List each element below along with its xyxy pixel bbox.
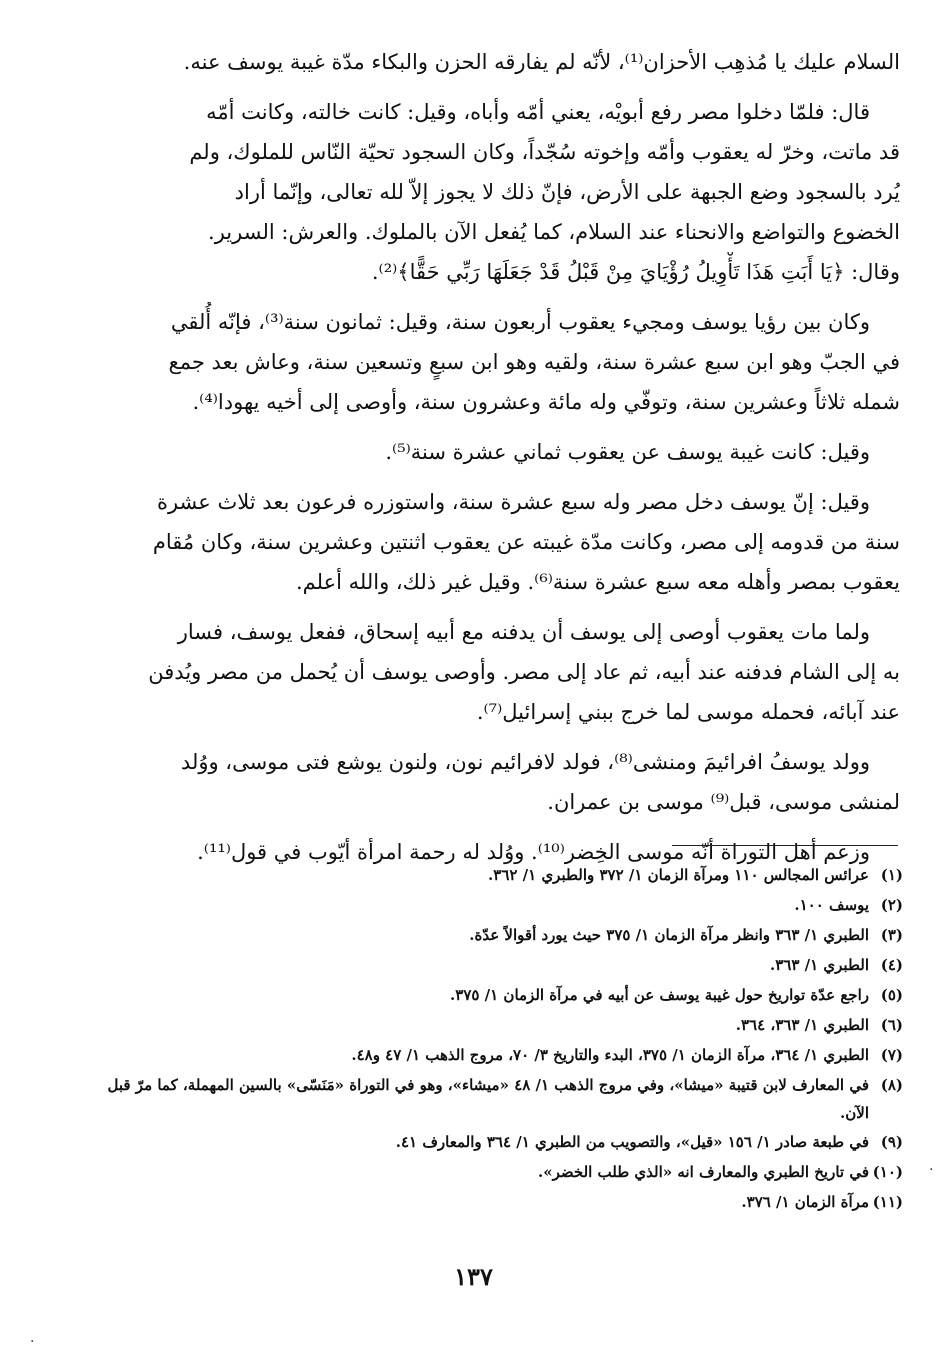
text-line: وكان بين رؤيا يوسف ومجيء يعقوب أربعون سنة، وقيل: ثمانون سنة⁽³⁾، فإنّه أُلقي [170, 310, 870, 334]
paragraph-gap [95, 472, 900, 482]
text-line: قال: فلمّا دخلوا مصر رفع أبويْه، يعني أمّه وأباه، وقيل: كانت خالته، وكانت أمّه [206, 100, 870, 124]
footnote-text: في المعارف لابن قتيبة «ميشا»، وفي مروج الذهب ١/ ٤٨ «ميشاء»، وهو في التوراة «مَنَسّى» بالسين المهملة، كما مرّ قبل الآن. [107, 1076, 869, 1122]
text-line: ولما مات يعقوب أوصى إلى يوسف أن يدفنه مع أبيه إسحاق، ففعل يوسف، فسار [177, 620, 870, 644]
footnote-number: (٧) [880, 1046, 903, 1064]
paragraph-gap [95, 292, 900, 302]
text-line: في الجبّ وهو ابن سبع عشرة سنة، ولقيه وهو ابن سبعٍ وتسعين سنة، وعاش بعد جمع [168, 350, 900, 374]
footnote [95, 890, 903, 920]
text-line: السلام عليك يا مُذهِب الأحزان⁽¹⁾، لأنّه لم يفارقه الحزن والبكاء مدّة غيبة يوسف عنه. [183, 50, 900, 74]
footnote-text: في طبعة صادر ١/ ١٥٦ «قيل»، والتصويب من الطبري ١/ ٣٦٤ والمعارف ٤١. [395, 1133, 869, 1151]
footnote [95, 1040, 903, 1070]
footnote-number: (٨) [880, 1076, 903, 1094]
footnote-number: (٢) [880, 896, 903, 914]
footnote-number: (١) [880, 866, 903, 884]
footnote-text: يوسف ١٠٠. [794, 896, 869, 914]
footnote-text: عرائس المجالس ١١٠ ومرآة الزمان ١/ ٣٧٢ والطبري ١/ ٣٦٢. [488, 866, 869, 884]
footnote-number: (١١) [872, 1193, 903, 1211]
main-text [95, 42, 900, 872]
paragraph-gap [95, 822, 900, 832]
footnote-text: في تاريخ الطبري والمعارف انه «الذي طلب الخضر». [538, 1163, 869, 1181]
footnote-number: (١٠) [872, 1163, 903, 1181]
text-line: لمنشى موسى، قبل⁽⁹⁾ موسى بن عمران. [547, 790, 900, 814]
paragraph-gap [95, 732, 900, 742]
text-line: وقال: ﴿يَا أَبَتِ هَذَا تَأْوِيلُ رُؤْيَايَ مِنْ قَبْلُ قَدْ جَعَلَهَا رَبِّي حَقًّا﴾⁽²⁾. [371, 260, 900, 284]
footnote-text: مرآة الزمان ١/ ٣٧٦. [741, 1193, 869, 1211]
text-line: يعقوب بمصر وأهله معه سبع عشرة سنة⁽⁶⁾. وقيل غير ذلك، والله أعلم. [295, 570, 900, 594]
footnote-text: الطبري ١/ ٣٦٣ وانظر مرآة الزمان ١/ ٣٧٥ حيث يورد أقوالاً عدّة. [469, 926, 869, 944]
page-number: ١٣٧ [454, 1262, 493, 1291]
footnote-text: الطبري ١/ ٣٦٣. [770, 956, 869, 974]
footnote [95, 1187, 903, 1217]
footnote [95, 860, 903, 890]
footnote-text: الطبري ١/ ٣٦٣، ٣٦٤. [735, 1016, 869, 1034]
text-line: عند آبائه، فحمله موسى لما خرج ببني إسرائيل⁽⁷⁾. [476, 700, 900, 724]
footnote-number: (٦) [880, 1016, 903, 1034]
footnote-text: راجع عدّة تواريخ حول غيبة يوسف عن أبيه في مرآة الزمان ١/ ٣٧٥. [450, 986, 869, 1004]
footnote [95, 1127, 903, 1157]
footnote [95, 1157, 903, 1187]
footnotes [95, 860, 903, 1217]
footnote-number: (٥) [880, 986, 903, 1004]
footnote [95, 980, 903, 1010]
text-line: شمله ثلاثاً وعشرين سنة، وتوفّي وله مائة وعشرون سنة، وأوصى إلى أخيه يهودا⁽⁴⁾. [192, 390, 900, 414]
footnote-number: (٣) [880, 926, 903, 944]
footnote [95, 1070, 903, 1127]
footnote-separator [672, 845, 898, 846]
margin-dot: . [929, 1158, 934, 1174]
paragraph-gap [95, 82, 900, 92]
text-line: قد ماتت، وخرّ له يعقوب وأمّه وإخوته سُجّداً، وكان السجود تحيّة النّاس للملوك، ولم [189, 140, 900, 164]
footnote-text: الطبري ١/ ٣٦٤، مرآة الزمان ١/ ٣٧٥، البدء والتاريخ ٣/ ٧٠، مروج الذهب ١/ ٤٧ و٤٨. [351, 1046, 869, 1064]
margin-dot: . [30, 1330, 35, 1346]
paragraph-gap [95, 602, 900, 612]
text-line: وقيل: كانت غيبة يوسف عن يعقوب ثماني عشرة سنة⁽⁵⁾. [385, 440, 870, 464]
text-line: به إلى الشام فدفنه عند أبيه، ثم عاد إلى مصر. وأوصى يوسف أن يُحمل من مصر ويُدفن [148, 660, 900, 684]
text-line: وزعم أهل التوراة أنّه موسى الخِضر⁽¹⁰⁾. ووُلد له رحمة امرأة أيّوب في قول⁽¹¹⁾. [197, 840, 870, 864]
text-line: وولد يوسفُ افرائيمَ ومنشى⁽⁸⁾، فولد لافرائيم نون، ولنون يوشع فتى موسى، ووُلد [180, 750, 870, 774]
footnote-number: (٤) [880, 956, 903, 974]
paragraph-gap [95, 422, 900, 432]
text-line: يُرد بالسجود وضع الجبهة على الأرض، فإنّ ذلك لا يجوز إلاّ لله تعالى، وإنّما أراد [234, 180, 900, 204]
footnote [95, 1010, 903, 1040]
text-line: سنة من قدومه إلى مصر، وكانت مدّة غيبته عن يعقوب اثنتين وعشرين سنة، وكان مُقام [152, 530, 900, 554]
text-line: وقيل: إنّ يوسف دخل مصر وله سبع عشرة سنة، واستوزره فرعون بعد ثلاث عشرة [156, 490, 870, 514]
text-line: الخضوع والتواضع والانحناء عند السلام، كما يُفعل الآن بالملوك. والعرش: السرير. [208, 220, 900, 244]
footnote [95, 950, 903, 980]
footnote [95, 920, 903, 950]
footnote-number: (٩) [880, 1133, 903, 1151]
